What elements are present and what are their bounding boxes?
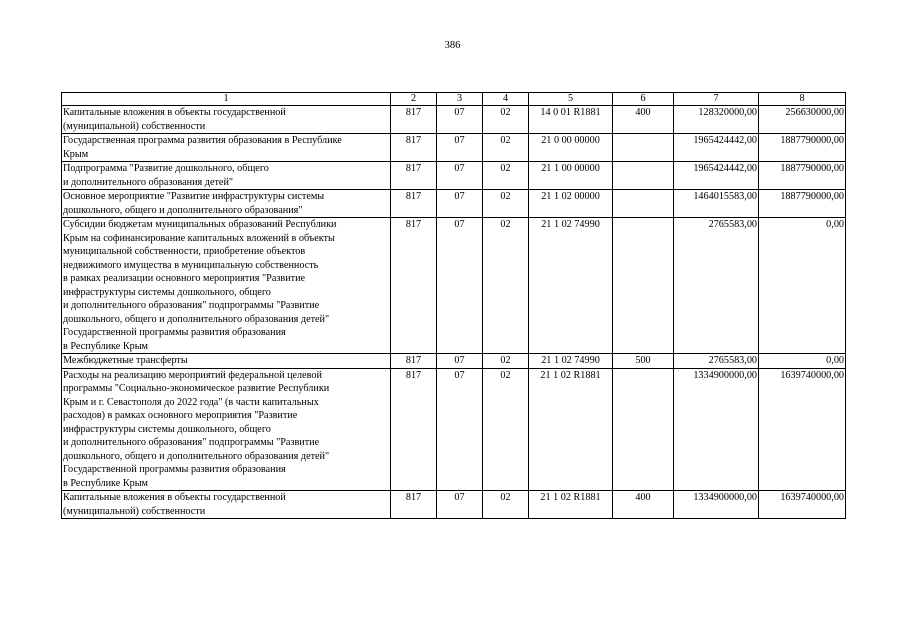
section-code-cell: 07: [437, 106, 483, 134]
row-name-line: Крым и г. Севастополя до 2022 года" (в части капитальных: [63, 396, 319, 408]
row-name-line: недвижимого имущества в муниципальную собственность: [63, 259, 319, 271]
table-row: [62, 106, 846, 134]
table-row: [62, 368, 846, 491]
amount-year-2-cell: 1639740000,00: [759, 491, 846, 519]
target-article-cell: 14 0 01 R1881: [529, 106, 613, 134]
column-header-3: 3: [437, 93, 483, 106]
row-name-line: дошкольного, общего и дополнительного образования детей": [63, 450, 330, 462]
target-article-cell: 21 1 02 R1881: [529, 368, 613, 491]
row-name-line: дошкольного, общего и дополнительного образования детей": [63, 313, 330, 325]
ministry-code-cell: 817: [391, 106, 437, 134]
column-header-2: 2: [391, 93, 437, 106]
row-name-line: в рамках реализации основного мероприятия "Развитие: [63, 273, 306, 284]
ministry-code-cell: 817: [391, 491, 437, 519]
table-row: [62, 354, 846, 369]
expense-type-cell: [613, 134, 674, 162]
amount-year-1-cell: 1334900000,00: [674, 491, 759, 519]
expense-type-cell: 400: [613, 491, 674, 519]
amount-year-2-cell: 1887790000,00: [759, 162, 846, 190]
header-row: [62, 93, 846, 106]
subsection-code-cell: 02: [483, 134, 529, 162]
row-name-line: Межбюджетные трансферты: [63, 355, 188, 366]
row-name-line: в Республике Крым: [63, 340, 149, 352]
row-name-line: инфраструктуры системы дошкольного, общего: [63, 286, 271, 298]
row-name-line: программы "Социально-экономическое развитие Республики: [63, 383, 330, 394]
table-row: [62, 491, 846, 519]
target-article-cell: 21 1 02 R1881: [529, 491, 613, 519]
subsection-code-cell: 02: [483, 491, 529, 519]
row-name-cell: [62, 368, 391, 491]
row-name-line: и дополнительного образования детей": [63, 176, 234, 188]
amount-year-1-cell: 1965424442,00: [674, 134, 759, 162]
ministry-code-cell: 817: [391, 162, 437, 190]
target-article-cell: 21 1 02 74990: [529, 354, 613, 369]
section-code-cell: 07: [437, 190, 483, 218]
column-header-5: 5: [529, 93, 613, 106]
table-body: [62, 106, 846, 519]
amount-year-2-cell: 256630000,00: [759, 106, 846, 134]
target-article-cell: 21 1 02 74990: [529, 218, 613, 354]
ministry-code-cell: 817: [391, 354, 437, 369]
row-name-line: Основное мероприятие "Развитие инфраструктуры системы: [63, 191, 325, 202]
section-code-cell: 07: [437, 162, 483, 190]
row-name-line: дошкольного, общего и дополнительного образования": [63, 204, 303, 216]
amount-year-1-cell: 2765583,00: [674, 218, 759, 354]
subsection-code-cell: 02: [483, 190, 529, 218]
row-name-line: Расходы на реализацию мероприятий федеральной целевой: [63, 369, 322, 381]
amount-year-1-cell: 1464015583,00: [674, 190, 759, 218]
subsection-code-cell: 02: [483, 106, 529, 134]
row-name-line: и дополнительного образования" подпрограммы "Развитие: [63, 437, 320, 448]
amount-year-1-cell: 128320000,00: [674, 106, 759, 134]
subsection-code-cell: 02: [483, 162, 529, 190]
row-name-line: инфраструктуры системы дошкольного, общего: [63, 423, 271, 435]
row-name-line: и дополнительного образования" подпрограммы "Развитие: [63, 300, 320, 311]
expense-type-cell: [613, 218, 674, 354]
section-code-cell: 07: [437, 354, 483, 369]
amount-year-1-cell: 2765583,00: [674, 354, 759, 369]
row-name-line: (муниципальной) собственности: [63, 505, 206, 517]
table-row: [62, 218, 846, 354]
row-name-line: Государственная программа развития образования в Республике: [63, 135, 342, 146]
table-row: [62, 162, 846, 190]
amount-year-1-cell: 1334900000,00: [674, 368, 759, 491]
table-row: [62, 134, 846, 162]
target-article-cell: 21 0 00 00000: [529, 134, 613, 162]
target-article-cell: 21 1 02 00000: [529, 190, 613, 218]
row-name-line: расходов) в рамках основного мероприятия "Развитие: [63, 410, 298, 421]
amount-year-2-cell: 0,00: [759, 354, 846, 369]
row-name-cell: [62, 218, 391, 354]
row-name-line: Подпрограмма "Развитие дошкольного, общего: [63, 163, 269, 174]
budget-table: [61, 92, 846, 519]
row-name-cell: [62, 491, 391, 519]
row-name-line: в Республике Крым: [63, 477, 149, 489]
row-name-line: Государственной программы развития образования: [63, 464, 286, 475]
expense-type-cell: 400: [613, 106, 674, 134]
row-name-line: Крым: [63, 148, 89, 160]
ministry-code-cell: 817: [391, 368, 437, 491]
column-header-4: 4: [483, 93, 529, 106]
row-name-line: Субсидии бюджетам муниципальных образований Республики: [63, 219, 337, 230]
row-name-line: Капитальные вложения в объекты государственной: [63, 107, 286, 118]
row-name-cell: [62, 134, 391, 162]
row-name-cell: [62, 106, 391, 134]
subsection-code-cell: 02: [483, 368, 529, 491]
section-code-cell: 07: [437, 218, 483, 354]
row-name-line: Крым на софинансирование капитальных вложений в объекты: [63, 232, 335, 244]
expense-type-cell: [613, 190, 674, 218]
section-code-cell: 07: [437, 368, 483, 491]
ministry-code-cell: 817: [391, 134, 437, 162]
ministry-code-cell: 817: [391, 218, 437, 354]
amount-year-2-cell: 0,00: [759, 218, 846, 354]
expense-type-cell: 500: [613, 354, 674, 369]
column-header-7: 7: [674, 93, 759, 106]
expense-type-cell: [613, 368, 674, 491]
column-header-8: 8: [759, 93, 846, 106]
row-name-cell: [62, 162, 391, 190]
column-header-1: 1: [62, 93, 391, 106]
row-name-line: Капитальные вложения в объекты государственной: [63, 492, 286, 503]
column-header-6: 6: [613, 93, 674, 106]
amount-year-2-cell: 1639740000,00: [759, 368, 846, 491]
subsection-code-cell: 02: [483, 218, 529, 354]
row-name-line: (муниципальной) собственности: [63, 120, 206, 132]
expense-type-cell: [613, 162, 674, 190]
section-code-cell: 07: [437, 491, 483, 519]
amount-year-2-cell: 1887790000,00: [759, 134, 846, 162]
table-row: [62, 190, 846, 218]
row-name-cell: [62, 190, 391, 218]
subsection-code-cell: 02: [483, 354, 529, 369]
row-name-line: муниципальной собственности, приобретение объектов: [63, 246, 306, 257]
ministry-code-cell: 817: [391, 190, 437, 218]
amount-year-2-cell: 1887790000,00: [759, 190, 846, 218]
page-number: 386: [444, 40, 461, 51]
row-name-line: Государственной программы развития образования: [63, 327, 286, 338]
section-code-cell: 07: [437, 134, 483, 162]
target-article-cell: 21 1 00 00000: [529, 162, 613, 190]
amount-year-1-cell: 1965424442,00: [674, 162, 759, 190]
row-name-cell: [62, 354, 391, 369]
